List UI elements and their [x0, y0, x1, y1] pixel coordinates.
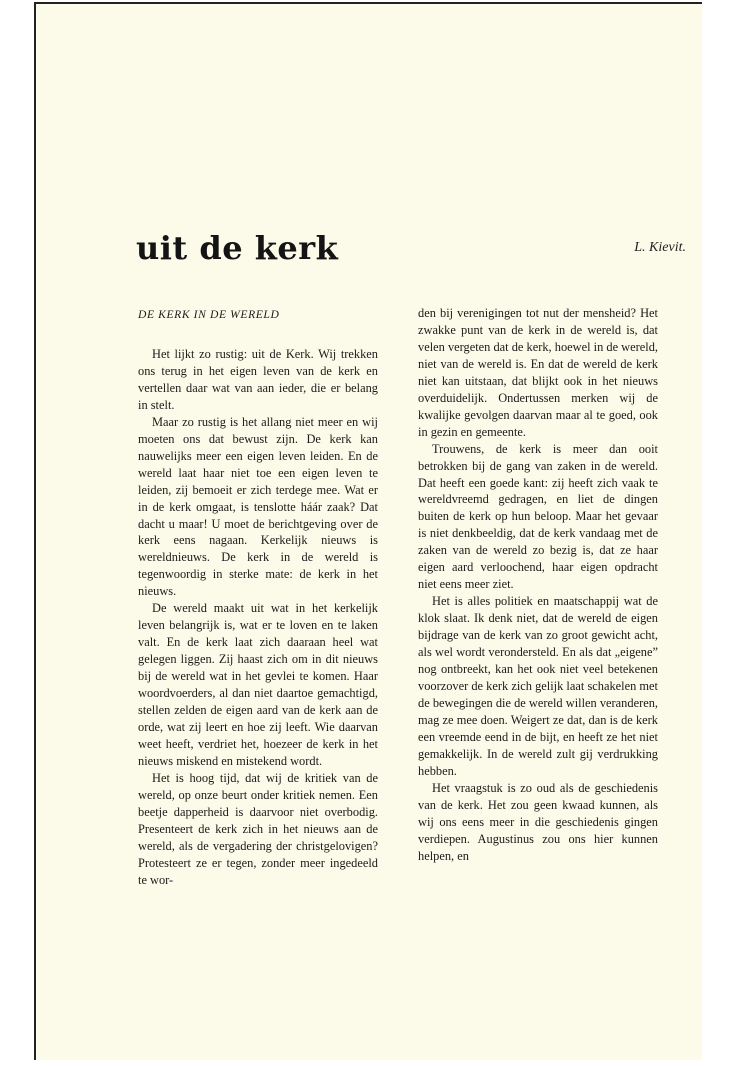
paragraph: De wereld maakt uit wat in het kerkelijk leven belangrijk is, wat er te loven en te laken valt. En de kerk laat zich daaraan heel wat gelegen liggen. Zij haast zich om in dit nieuws bij de wereld wat in het gevlei te komen. Haar woordvoerders, al dan niet daartoe gemachtigd, stellen zelden de eigen aard van de kerk aan de orde, wat zij leert en hoe zij leeft. Wie daarvan weet heeft, verdriet het, hoezeer de kerk in het nieuws miskend en mistekend wordt.: [138, 601, 378, 768]
section-heading: DE KERK IN DE WERELD: [138, 308, 280, 321]
paragraph: Het lijkt zo rustig: uit de Kerk. Wij trekken ons terug in het eigen leven van de kerk en vertellen daar wat van aan ieder, die er belang in stelt.: [138, 347, 378, 412]
document-page: [34, 2, 702, 1060]
article-title: uit de kerk: [136, 229, 339, 267]
paragraph: Het is alles politiek en maatschappij wat de klok slaat. Ik denk niet, dat de wereld de eigen bijdrage van de kerk van zo groot gewicht acht, als wel wordt verondersteld. En als dat „eigene” nog ontbreekt, kan het ook niet veel betekenen voorzover de kerk zich gelijk laat schakelen met de bewegingen die de wereld willen veranderen, mag ze mee doen. Weigert ze dat, dan is de kerk een vreemde eend in de bijt, en heeft ze het niet gemakkelijk. In de wereld zult gij verdrukking hebben.: [418, 594, 658, 778]
paragraph-continued: den bij verenigingen tot nut der mensheid? Het zwakke punt van de kerk in de wereld is, dat velen vergeten dat de kerk, hoewel in de wereld, niet van de wereld is. En dat de wereld de kerk niet kan uitstaan, dat blijkt ook in het nieuws overduidelijk. Ondertussen merken wij de kwalijke gevolgen daarvan maar al te goed, ook in gezin en gemeente.: [418, 306, 658, 439]
right-column: [418, 305, 658, 864]
paragraph: Maar zo rustig is het allang niet meer en wij moeten ons dat bewust zijn. De kerk kan nauwelijks meer een eigen leven leiden. En de wereld laat haar niet toe een eigen leven te leiden, zij bemoeit er zich terdege mee. Wat er in de kerk omgaat, is tenslotte háár zaak? Dat dacht u maar! U moet de berichtgeving over de kerk eens nagaan. Kerkelijk nieuws is wereldnieuws. De kerk in de wereld is tegenwoordig in sterke mate: de kerk in het nieuws.: [138, 414, 378, 599]
left-column: [138, 307, 378, 889]
author-name: L. Kievit.: [634, 240, 686, 255]
paragraph: Het is hoog tijd, dat wij de kritiek van de wereld, op onze beurt onder kritiek nemen. Een beetje dapperheid is daarvoor niet overbodig. Presenteert de kerk zich in het nieuws aan de wereld, als de vergadering der christgelovigen? Protesteert ze er tegen, zonder meer ingedeeld te wor-: [138, 770, 378, 887]
paragraph: Trouwens, de kerk is meer dan ooit betrokken bij de gang van zaken in de wereld. Dat heeft een goede kant: zij heeft zich vaak te wereldvreemd gedragen, en liet de dingen buiten de kerk op hun beloop. Maar het gevaar is niet denkbeeldig, dat de kerk vandaag met de zaken van de wereld zo bezig is, dat ze haar eigen aard verloochend, haar eigen opdracht niet eens meer ziet.: [418, 441, 658, 592]
paragraph: Het vraagstuk is zo oud als de geschiedenis van de kerk. Het zou geen kwaad kunnen, als wij ons eens meer in die geschiedenis gingen verdiepen. Augustinus zou ons hier kunnen helpen, en: [418, 780, 658, 863]
